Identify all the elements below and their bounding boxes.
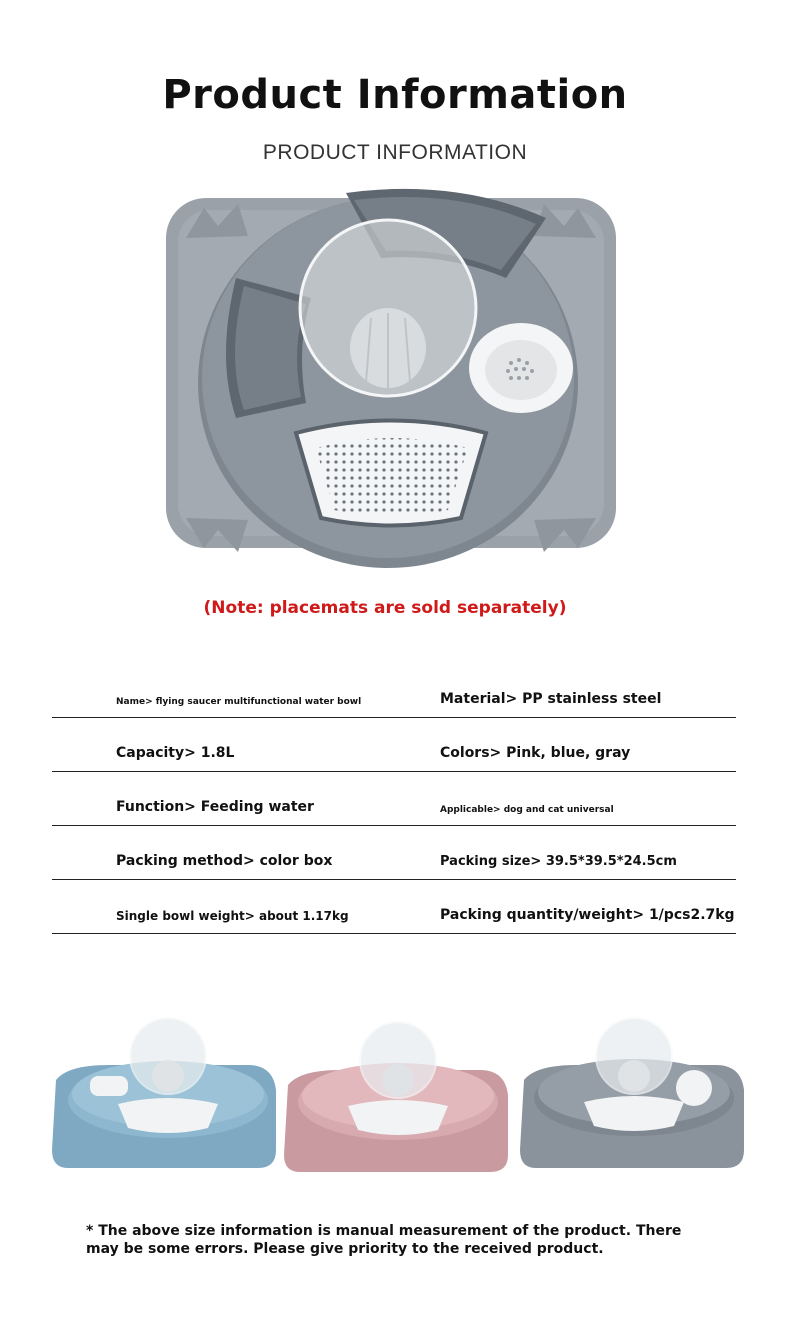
spec-packing-size: Packing size> 39.5*39.5*24.5cm (440, 854, 677, 869)
spec-applicable: Applicable> dog and cat universal (440, 805, 614, 815)
spec-bowl-weight: Single bowl weight> about 1.17kg (116, 909, 349, 923)
spec-row (52, 880, 736, 934)
spec-capacity: Capacity> 1.8L (116, 745, 235, 761)
spec-row (52, 826, 736, 880)
spec-packing-quantity: Packing quantity/weight> 1/pcs2.7kg (440, 907, 735, 923)
spec-colors: Colors> Pink, blue, gray (440, 745, 631, 761)
spec-row (52, 718, 736, 772)
product-hero-image (156, 178, 626, 573)
spec-row (52, 772, 736, 826)
spec-packing-method: Packing method> color box (116, 853, 333, 869)
spec-row (52, 672, 736, 718)
page-subtitle: PRODUCT INFORMATION (262, 141, 528, 164)
size-disclaimer: * The above size information is manual measurement of the product. There may be some errors. Please give priority to the received product. (86, 1223, 682, 1257)
color-variants-image (48, 1010, 748, 1180)
spec-material: Material> PP stainless steel (440, 691, 662, 707)
variant-pink (284, 1022, 508, 1172)
variant-gray (520, 1018, 744, 1168)
placemat-note: (Note: placemats are sold separately) (203, 598, 567, 618)
spec-name: Name> flying saucer multifunctional water bowl (116, 697, 362, 707)
spec-function: Function> Feeding water (116, 799, 314, 815)
page-title: Product Information (162, 72, 628, 118)
variant-blue (52, 1018, 276, 1168)
spec-table (52, 672, 736, 934)
